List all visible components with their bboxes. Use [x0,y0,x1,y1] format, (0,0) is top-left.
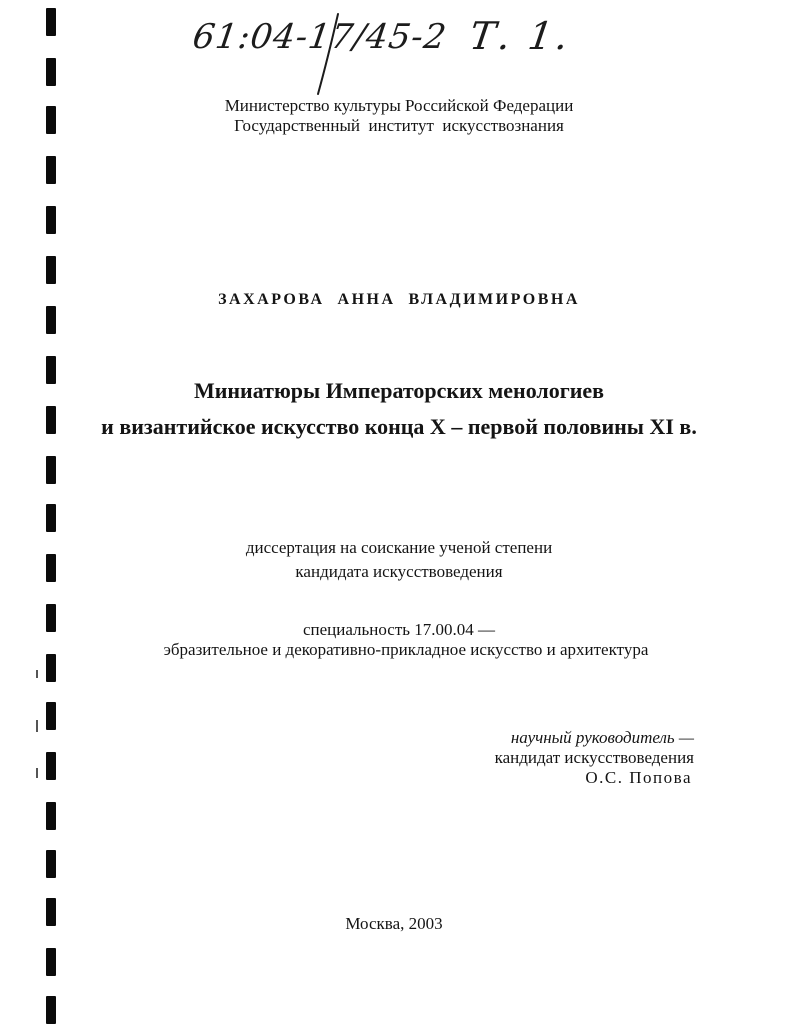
supervisor-role: научный руководитель — [510,728,694,747]
scan-speck [36,670,38,678]
scan-speck [36,768,38,778]
degree-line-2: кандидата искусствоведения [295,562,503,581]
degree-line-1: диссертация на соискание ученой степени [245,538,553,557]
binding-mark [46,256,56,284]
binding-mark [46,306,56,334]
handwritten-slash-stroke [300,10,360,100]
thesis-title-line-2: и византийское искусство конца X – первой половины XI в. [101,414,697,439]
handwritten-catalog-code: 61:04-17/45-2 [190,17,450,57]
supervisor-name: О.С. Попова [585,768,692,787]
ministry-heading: Министерство культуры Российской Федерации [224,96,574,115]
binding-mark [46,996,56,1024]
binding-mark [46,802,56,830]
institute-heading: Государственный институт искусствознания [234,116,564,135]
binding-mark [46,206,56,234]
binding-mark [46,850,56,878]
binding-mark [46,948,56,976]
author-name: ЗАХАРОВА АННА ВЛАДИМИРОВНА [218,291,580,308]
specialty-code: специальность 17.00.04 — [302,620,496,639]
binding-mark [46,504,56,532]
place-and-year: Москва, 2003 [345,914,443,933]
binding-mark [46,8,56,36]
supervisor-degree: кандидат искусствоведения [494,748,694,767]
binding-mark [46,58,56,86]
binding-mark [46,752,56,780]
binding-mark [46,702,56,730]
thesis-title-line-1: Миниатюры Императорских менологиев [193,378,605,403]
specialty-name: эбразительное и декоративно-прикладное искусство и архитектура [163,640,649,659]
scan-speck [36,720,38,732]
binding-mark [46,456,56,484]
handwritten-volume-mark: Т. 1. [466,14,574,58]
binding-mark [46,156,56,184]
